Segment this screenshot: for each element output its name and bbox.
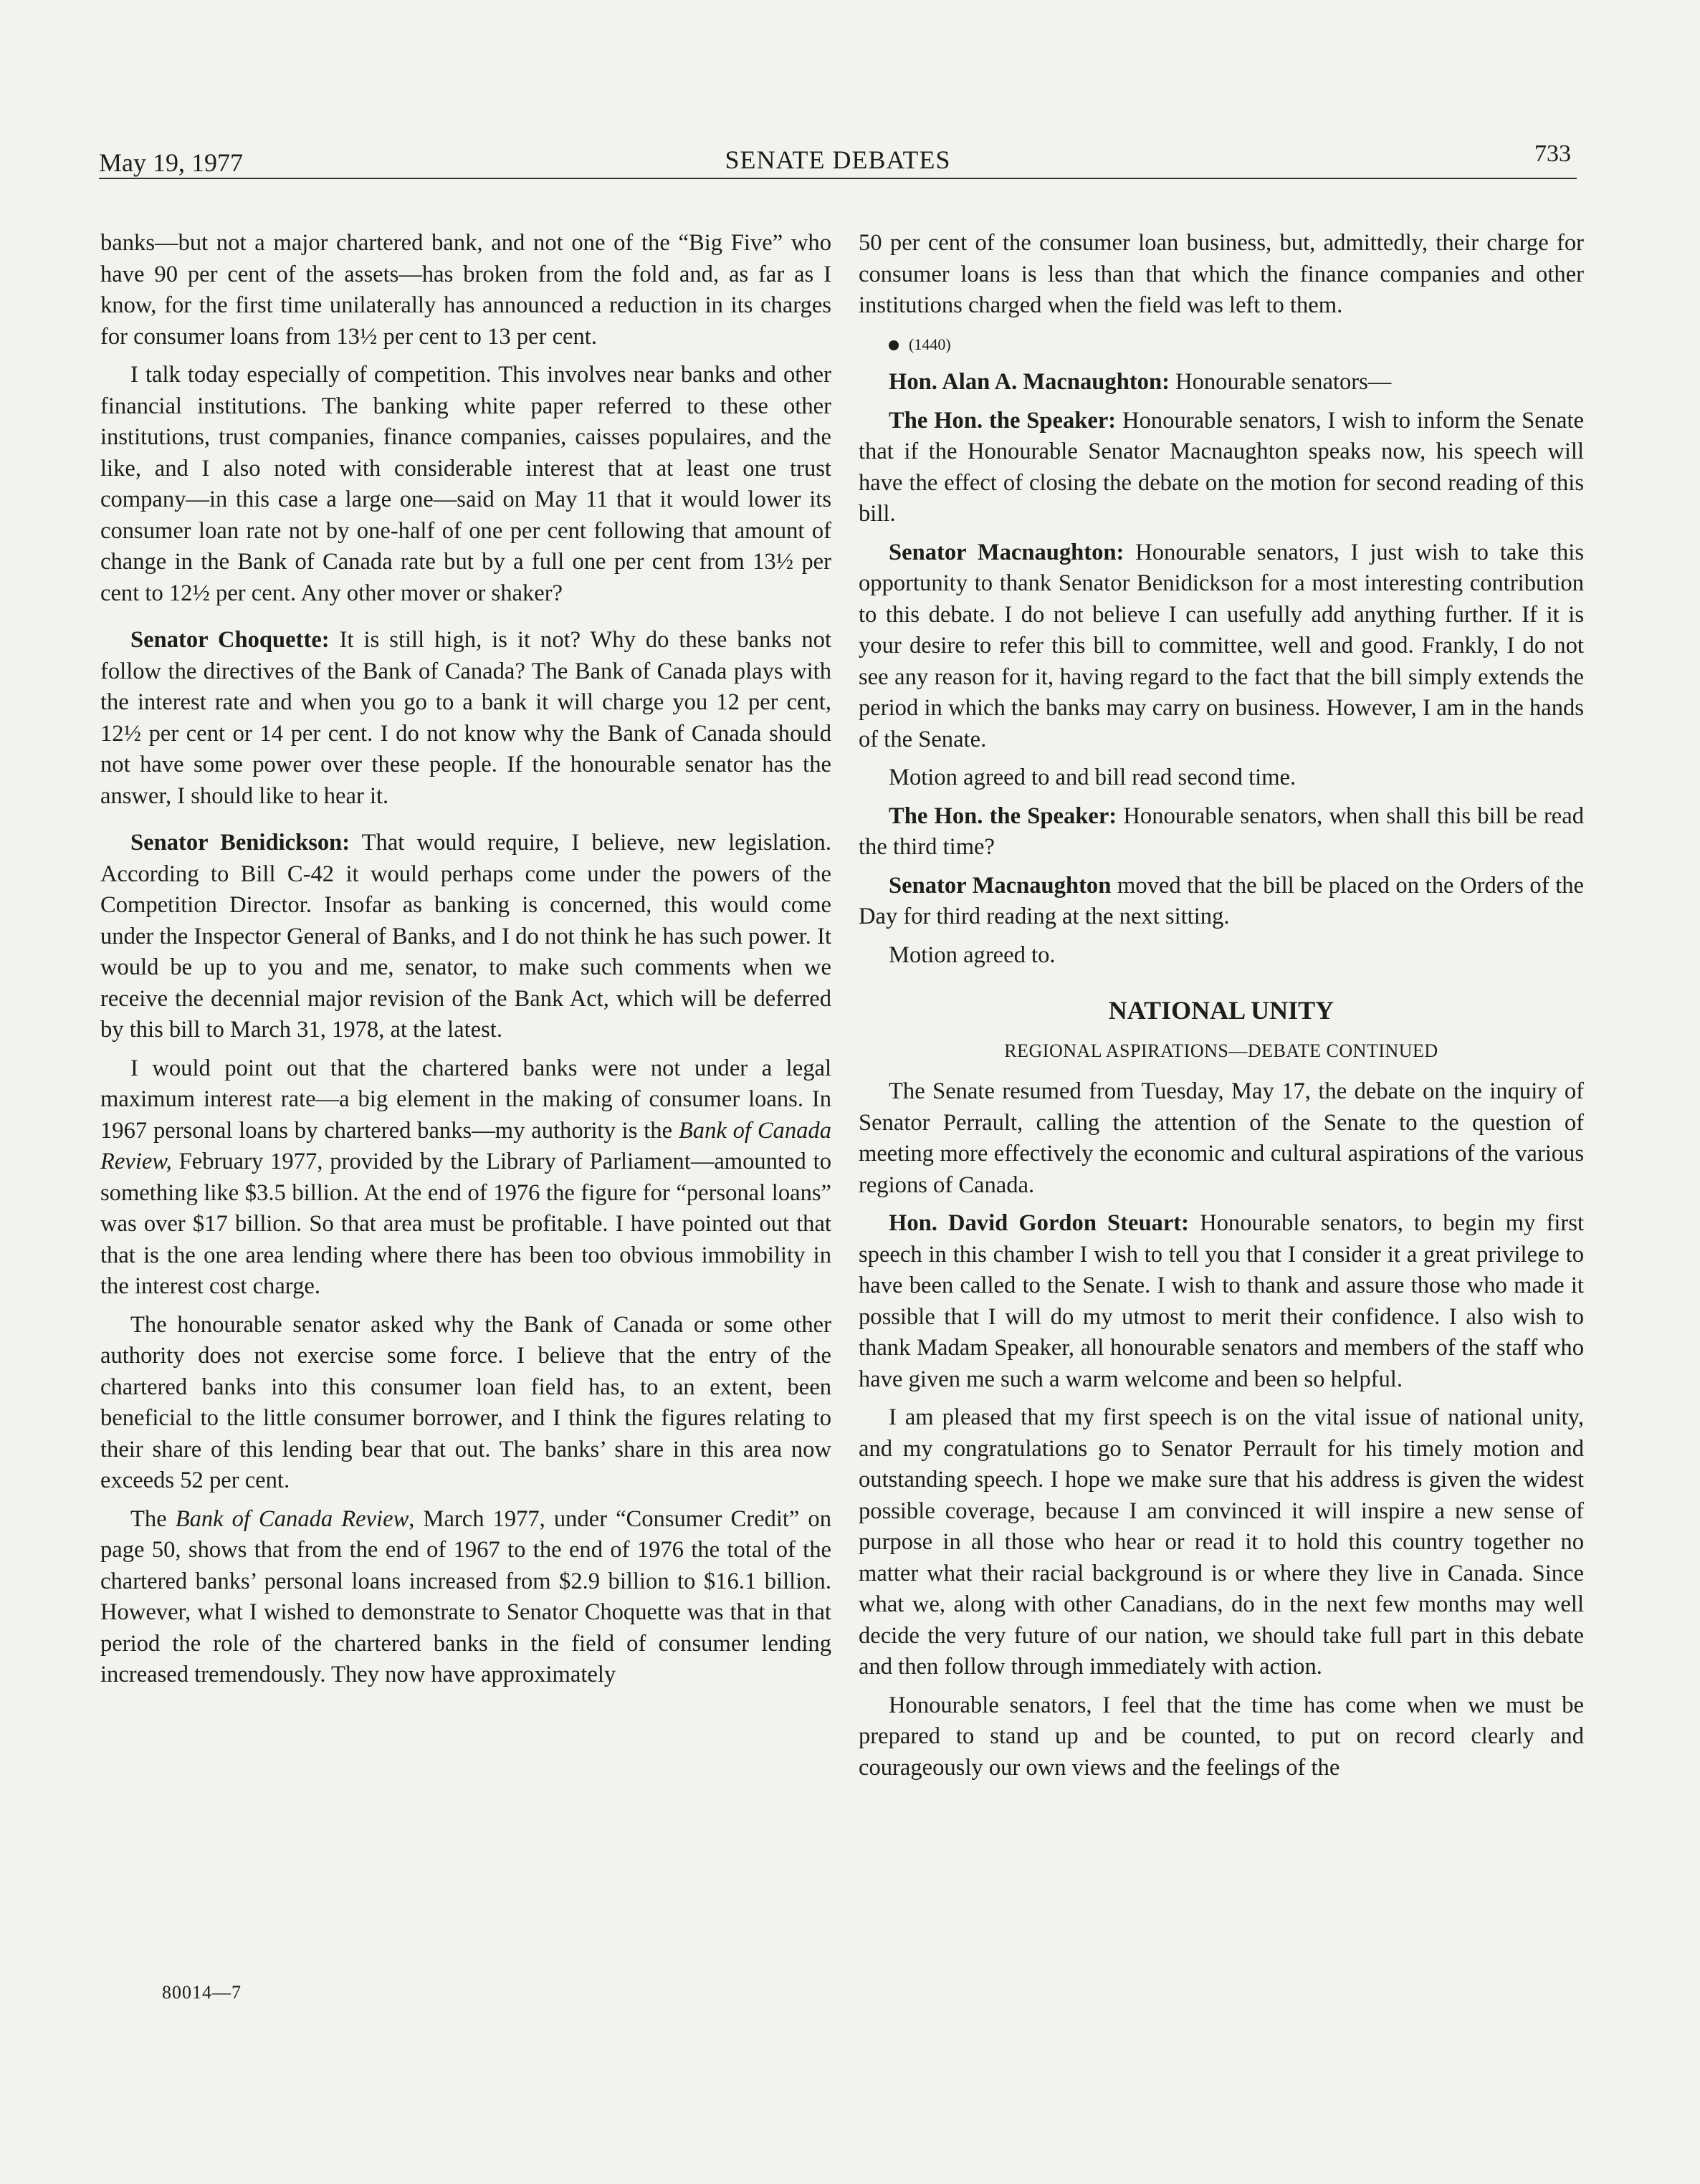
speech-text: Honourable senators, I wish to inform the Senate that if the Honourable Senator Macnaughton speaks now, his speech will have the effect of closing the debate on the motion for second reading of this bill.	[859, 407, 1585, 527]
speech-paragraph	[859, 406, 1584, 530]
speaker-name: Senator Macnaughton:	[889, 539, 1124, 565]
paragraph: I am pleased that my first speech is on the vital issue of national unity, and my congratulations go to Senator Perrault for his timely motion and outstanding speech. I hope we make sure that his address is given the widest possible coverage, because I am convinced it will inspire a new sense of purpose in all those who hear or read it to hold this country together no matter what their racial background is or where they live in Canada. Since what we, along with other Canadians, do in the next few months may well decide the very future of our nation, we should take full part in this debate and then follow through immediately with action.	[859, 1404, 1584, 1680]
paragraph: Motion agreed to.	[889, 942, 1056, 968]
section-title: NATIONAL UNITY	[1108, 996, 1334, 1025]
paragraph: The Senate resumed from Tuesday, May 17, the debate on the inquiry of Senator Perrault, calling the attention of the Senate to the question of meeting more effectively the economic and cultural aspirations of the various regions of Canada.	[859, 1078, 1584, 1198]
speech-paragraph	[859, 1208, 1584, 1395]
text-run: February 1977, provided by the Library of Parliament—amounted to something like $3.5 billion. At the end of 1976 the figure for “personal loans” was over $17 billion. So that area must be profitable. I have pointed out that that is the one area lending where there has been too obvious immobility in the interest cost charge.	[100, 1149, 831, 1299]
speech-text: Honourable senators, to begin my first speech in this chamber I wish to tell you that I consider it a great privilege to have been called to the Senate. I wish to thank and assure those who made it possible that I will do my utmost to merit their confidence. I also wish to thank Madam Speaker, all honourable senators and members of the staff who have given me such a warm welcome and been so helpful.	[859, 1210, 1584, 1392]
speaker-name: The Hon. the Speaker:	[889, 803, 1117, 829]
speech-paragraph	[100, 828, 831, 1046]
speaker-name: Senator Choquette:	[130, 627, 330, 653]
speech-text: moved that the bill be placed on the Orders of the Day for third reading at the next sitting.	[859, 872, 1585, 929]
paragraph: banks—but not a major chartered bank, and not one of the “Big Five” who have 90 per cent of the assets—has broken from the fold and, as far as I know, for the first time unilaterally has announced a reduction in its charges for consumer loans from 13½ per cent to 13 per cent.	[100, 230, 831, 350]
speech-paragraph	[100, 625, 831, 812]
time-marker-text: (1440)	[909, 335, 951, 353]
header-title: SENATE DEBATES	[725, 145, 951, 174]
speaker-name: Hon. Alan A. Macnaughton:	[889, 369, 1170, 395]
publication-title: Bank of Canada Review,	[100, 1117, 831, 1174]
speech-text: Honourable senators—	[1169, 369, 1392, 395]
publication-title: Bank of Canada Review	[175, 1505, 409, 1532]
text-run: I would point out that the chartered banks were not under a legal maximum interest rate—a big element in the making of consumer loans. In 1967 personal loans by chartered banks—my authority is the	[100, 1055, 831, 1144]
speech-text: That would require, I believe, new legislation. According to Bill C-42 it would perhaps come under the powers of the Competition Director. Insofar as banking is concerned, this would come under the Inspector General of Banks, and I do not think he has such power. It would be up to you and me, senator, to make such comments when we receive the decennial major revision of the Bank Act, which will be deferred by this bill to March 31, 1978, at the latest.	[100, 830, 831, 1043]
speaker-name: The Hon. the Speaker:	[889, 407, 1117, 434]
speech-text: Honourable senators, when shall this bill be read the third time?	[859, 803, 1584, 860]
paragraph: I talk today especially of competition. This involves near banks and other financial institutions. The banking white paper referred to these other institutions, trust companies, finance companies, caisses populaires, and the like, and I also noted with considerable interest that at least one trust company—in this case a large one—said on May 11 that it would lower its consumer loan rate not by one-half of one per cent following that amount of change in the Bank of Canada rate but by a full one per cent from 13½ per cent to 12½ per cent. Any other mover or shaker?	[100, 362, 831, 606]
speech-text: It is still high, is it not? Why do these banks not follow the directives of the Bank of Canada? The Bank of Canada plays with the interest rate and when you go to a bank it will charge you 12 per cent, 12½ per cent or 14 per cent. I do not know why the Bank of Canada should not have some power over these people. If the honourable senator has the answer, I should like to hear it.	[100, 627, 832, 809]
text-run: The	[130, 1505, 176, 1532]
speaker-name: Hon. David Gordon Steuart:	[889, 1210, 1190, 1236]
speech-paragraph	[859, 537, 1584, 756]
speech-paragraph	[859, 801, 1584, 863]
header-date: May 19, 1977	[99, 148, 243, 177]
time-marker	[859, 329, 1584, 360]
speaker-name: Senator Macnaughton	[889, 872, 1112, 899]
right-column	[859, 228, 1584, 1791]
footer-code: 80014—7	[162, 1982, 242, 2003]
speech-text: Honourable senators, I just wish to take this opportunity to thank Senator Benidickson for a most interesting contribution to this debate. I do not believe I can usefully add anything further. If it is your desire to refer this bill to committee, well and good. Frankly, I do not see any reason for it, having regard to the fact that the bill simply extends the period in which the banks may carry on business. However, I am in the hands of the Senate.	[859, 539, 1584, 752]
left-column	[100, 228, 831, 1698]
section-subtitle: REGIONAL ASPIRATIONS—DEBATE CONTINUED	[1004, 1040, 1438, 1061]
speaker-name: Senator Benidickson:	[130, 830, 350, 856]
bullet-icon	[889, 340, 899, 350]
page-header	[99, 140, 1577, 179]
paragraph: 50 per cent of the consumer loan business, but, admittedly, their charge for consumer loans is less than that which the finance companies and other institutions charged when the field was left to them.	[859, 230, 1584, 318]
speech-paragraph	[859, 367, 1584, 398]
paragraph: Motion agreed to and bill read second time.	[889, 765, 1297, 790]
paragraph	[100, 1053, 831, 1303]
text-run: , March 1977, under “Consumer Credit” on page 50, shows that from the end of 1967 to the end of 1976 the total of the chartered banks’ personal loans increased from $2.9 billion to $16.1 billion. However, what I wished to demonstrate to Senator Choquette was that in that period the role of the chartered banks in the field of consumer lending increased tremendously. They now have approximately	[100, 1505, 831, 1687]
paragraph: The honourable senator asked why the Bank of Canada or some other authority does not exercise some force. I believe that the entry of the chartered banks into this consumer loan field has, to an extent, been beneficial to the little consumer borrower, and I think the figures relating to their share of this lending bear that out. The banks’ share in this area now exceeds 52 per cent.	[100, 1311, 831, 1493]
speech-paragraph	[859, 871, 1584, 933]
paragraph: Honourable senators, I feel that the time has come when we must be prepared to stand up and be counted, to put on record clearly and courageously our own views and the feelings of the	[859, 1692, 1584, 1781]
paragraph	[100, 1504, 831, 1691]
page-number: 733	[1534, 140, 1571, 167]
